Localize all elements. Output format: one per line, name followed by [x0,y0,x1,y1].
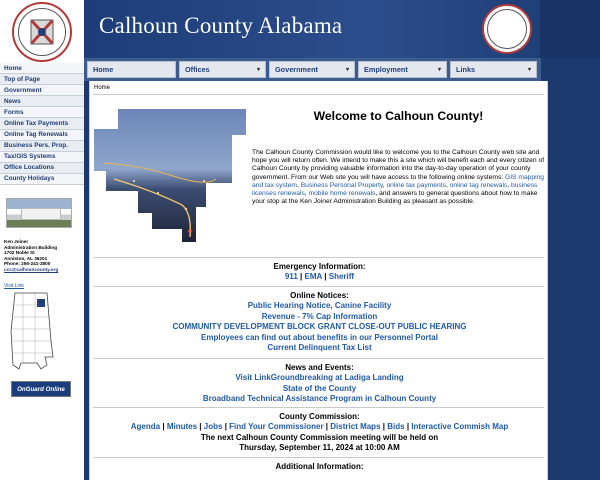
onguard-online-badge[interactable] [11,381,71,397]
link-separator: , [304,190,309,198]
nav-tab-home[interactable] [87,61,176,78]
address-block [4,239,82,273]
jobs-link[interactable]: Jobs [203,422,223,431]
district-maps-link[interactable]: District Maps [330,422,381,431]
logo-area [0,0,84,63]
nav-tab-label: Government [275,65,318,74]
separator-bar: | [406,422,410,431]
separator-bar: | [162,422,165,431]
sidebar-item-county-holidays[interactable]: County Holidays [0,174,84,185]
sidebar-item-business-pers-prop[interactable]: Business Pers. Prop. [0,141,84,152]
online-tax-payments-link[interactable]: online tax payments [386,181,446,189]
phone-number: Phone: 256-241-2800 [4,261,51,267]
dropdown-arrow-icon: ▾ [527,67,531,73]
notice-link[interactable]: Current Delinquent Tax List [267,343,372,352]
news-section [90,362,549,405]
link-separator: , [382,181,387,189]
commission-heading: County Commission: [279,412,360,421]
link-ema[interactable]: EMA [304,272,323,281]
link-sheriff[interactable]: Sheriff [328,272,355,281]
notice-link[interactable]: Public Hearing Notice, Canine Facility [247,301,392,310]
notice-link[interactable]: COMMUNITY DEVELOPMENT BLOCK GRANT CLOSE-OUT PUBLIC HEARING [172,322,467,331]
additional-heading: Additional Information: [275,462,364,471]
content-right-border [548,81,600,480]
nav-tab-offices[interactable] [179,61,266,78]
welcome-paragraph [252,149,546,206]
news-heading: News and Events: [285,363,354,372]
find-commissioner-link[interactable]: Find Your Commissioner [229,422,324,431]
county-shape-night-photo [94,109,246,242]
news-link[interactable]: Visit LinkGroundbreaking at Ladiga Landing [235,373,404,382]
commission-links [90,422,549,433]
meeting-info-line: The next Calhoun County Commission meeting will be held on [200,432,439,442]
business-personal-property-link[interactable]: Business Personal Property [300,181,383,189]
site-title: Calhoun County Alabama [99,13,343,38]
commission-section [90,411,549,454]
onguard-label: OnGuard Online [17,385,65,393]
sidebar-item-online-tax-payments[interactable]: Online Tax Payments [0,118,84,129]
county-seal-logo[interactable] [12,2,72,62]
sidebar-item-online-tag-renewals[interactable]: Online Tag Renewals [0,130,84,141]
nav-tab-links[interactable] [450,61,537,78]
dropdown-arrow-icon: ▾ [437,67,441,73]
nav-tab-label: Links [456,65,476,74]
notice-link[interactable]: Revenue - 7% Cap Information [261,311,378,321]
notices-heading: Online Notices: [290,291,349,300]
mobile-home-renewals-link[interactable]: mobile home renewals [308,190,376,198]
notices-section [90,290,549,354]
email-link[interactable]: ccc@calhouncounty.org [4,266,59,272]
sidebar-item-forms[interactable]: Forms [0,107,84,118]
agenda-link[interactable]: Agenda [130,422,161,431]
sidebar-nav [0,63,84,185]
sidebar-item-home[interactable]: Home [0,63,84,74]
sidebar-item-office-locations[interactable]: Office Locations [0,163,84,174]
welcome-intro-text: The Calhoun County Commission would like to welcome you to the Calhoun County web site and hope you will return often. We intend to make this a site which will benefit each and every citizen of Calhoun County by providing valuable information into the day-to-day operation of your county government. From our Web site you will have access to the following online systems: [252,149,545,181]
emergency-links [90,272,549,283]
welcome-title: Welcome to Calhoun County! [313,109,484,123]
left-sidebar [0,0,84,480]
dropdown-arrow-icon: ▾ [345,67,349,73]
address-line: Anniston, AL 36201 [4,255,48,261]
main-content [89,81,548,480]
additional-section [90,461,549,472]
sidebar-item-top-of-page[interactable]: Top of Page [0,74,84,85]
link-separator: , [445,181,450,189]
online-tag-renewals-link[interactable]: online tag renewals [449,181,508,189]
news-link[interactable]: Broadband Technical Assistance Program in Calhoun County [202,394,437,403]
nav-background-strip [541,58,600,81]
nav-tab-label: Home [93,65,114,74]
address-line: Administration Building [4,244,58,250]
sidebar-item-tax-gis-systems[interactable]: Tax/GIS Systems [0,152,84,163]
sidebar-item-news[interactable]: News [0,96,84,107]
link-911[interactable]: 911 [284,272,298,281]
dropdown-arrow-icon: ▾ [256,67,260,73]
divider [93,257,544,258]
separator-bar: | [325,422,329,431]
admin-building-photo [6,198,72,228]
header-right-panel [540,0,600,58]
divider [93,457,544,458]
visit-link[interactable]: Visit Link [4,283,24,289]
emergency-heading: Emergency Information: [273,262,366,271]
interactive-commish-map-link[interactable]: Interactive Commish Map [411,422,509,431]
site-header [84,0,600,58]
nav-tab-label: Employment [364,65,408,74]
notice-link[interactable]: Employees can find out about benefits in our Personnel Portal [201,332,438,342]
nav-tab-employment[interactable] [358,61,447,78]
divider [93,286,544,287]
seal-emblem-icon [24,14,60,50]
separator-bar: | [324,272,327,281]
header-seal-logo [482,4,532,54]
separator-bar: | [300,272,303,281]
separator-bar: | [382,422,385,431]
link-separator: , [296,181,301,189]
nav-tab-government[interactable] [269,61,355,78]
sidebar-item-government[interactable]: Government [0,85,84,96]
divider [93,358,544,359]
business-licenses-link[interactable]: business licenses renewals [252,181,538,198]
divider [93,407,544,408]
minutes-link[interactable]: Minutes [166,422,198,431]
welcome-outro-text: , and answers to general questions about how to make your stop at the Ken Joiner Administration Building as pleasant as possible. [252,190,538,206]
alabama-county-map[interactable] [7,291,61,371]
separator-bar: | [199,422,202,431]
link-separator: , [507,181,511,189]
separator-bar: | [224,422,227,431]
divider [93,94,544,95]
top-navigation [84,58,541,81]
news-link[interactable]: State of the County [282,383,357,393]
address-line: 1702 Noble St [4,250,35,256]
emergency-section [90,261,549,283]
address-line: Ken Joiner [4,239,29,244]
breadcrumb[interactable]: Home [94,85,111,91]
nav-tab-label: Offices [185,65,210,74]
bids-link[interactable]: Bids [387,422,405,431]
gis-mapping-link[interactable]: GIS mapping and tax system [252,173,545,189]
meeting-date: Thursday, September 11, 2024 at 10:00 AM [239,443,400,452]
